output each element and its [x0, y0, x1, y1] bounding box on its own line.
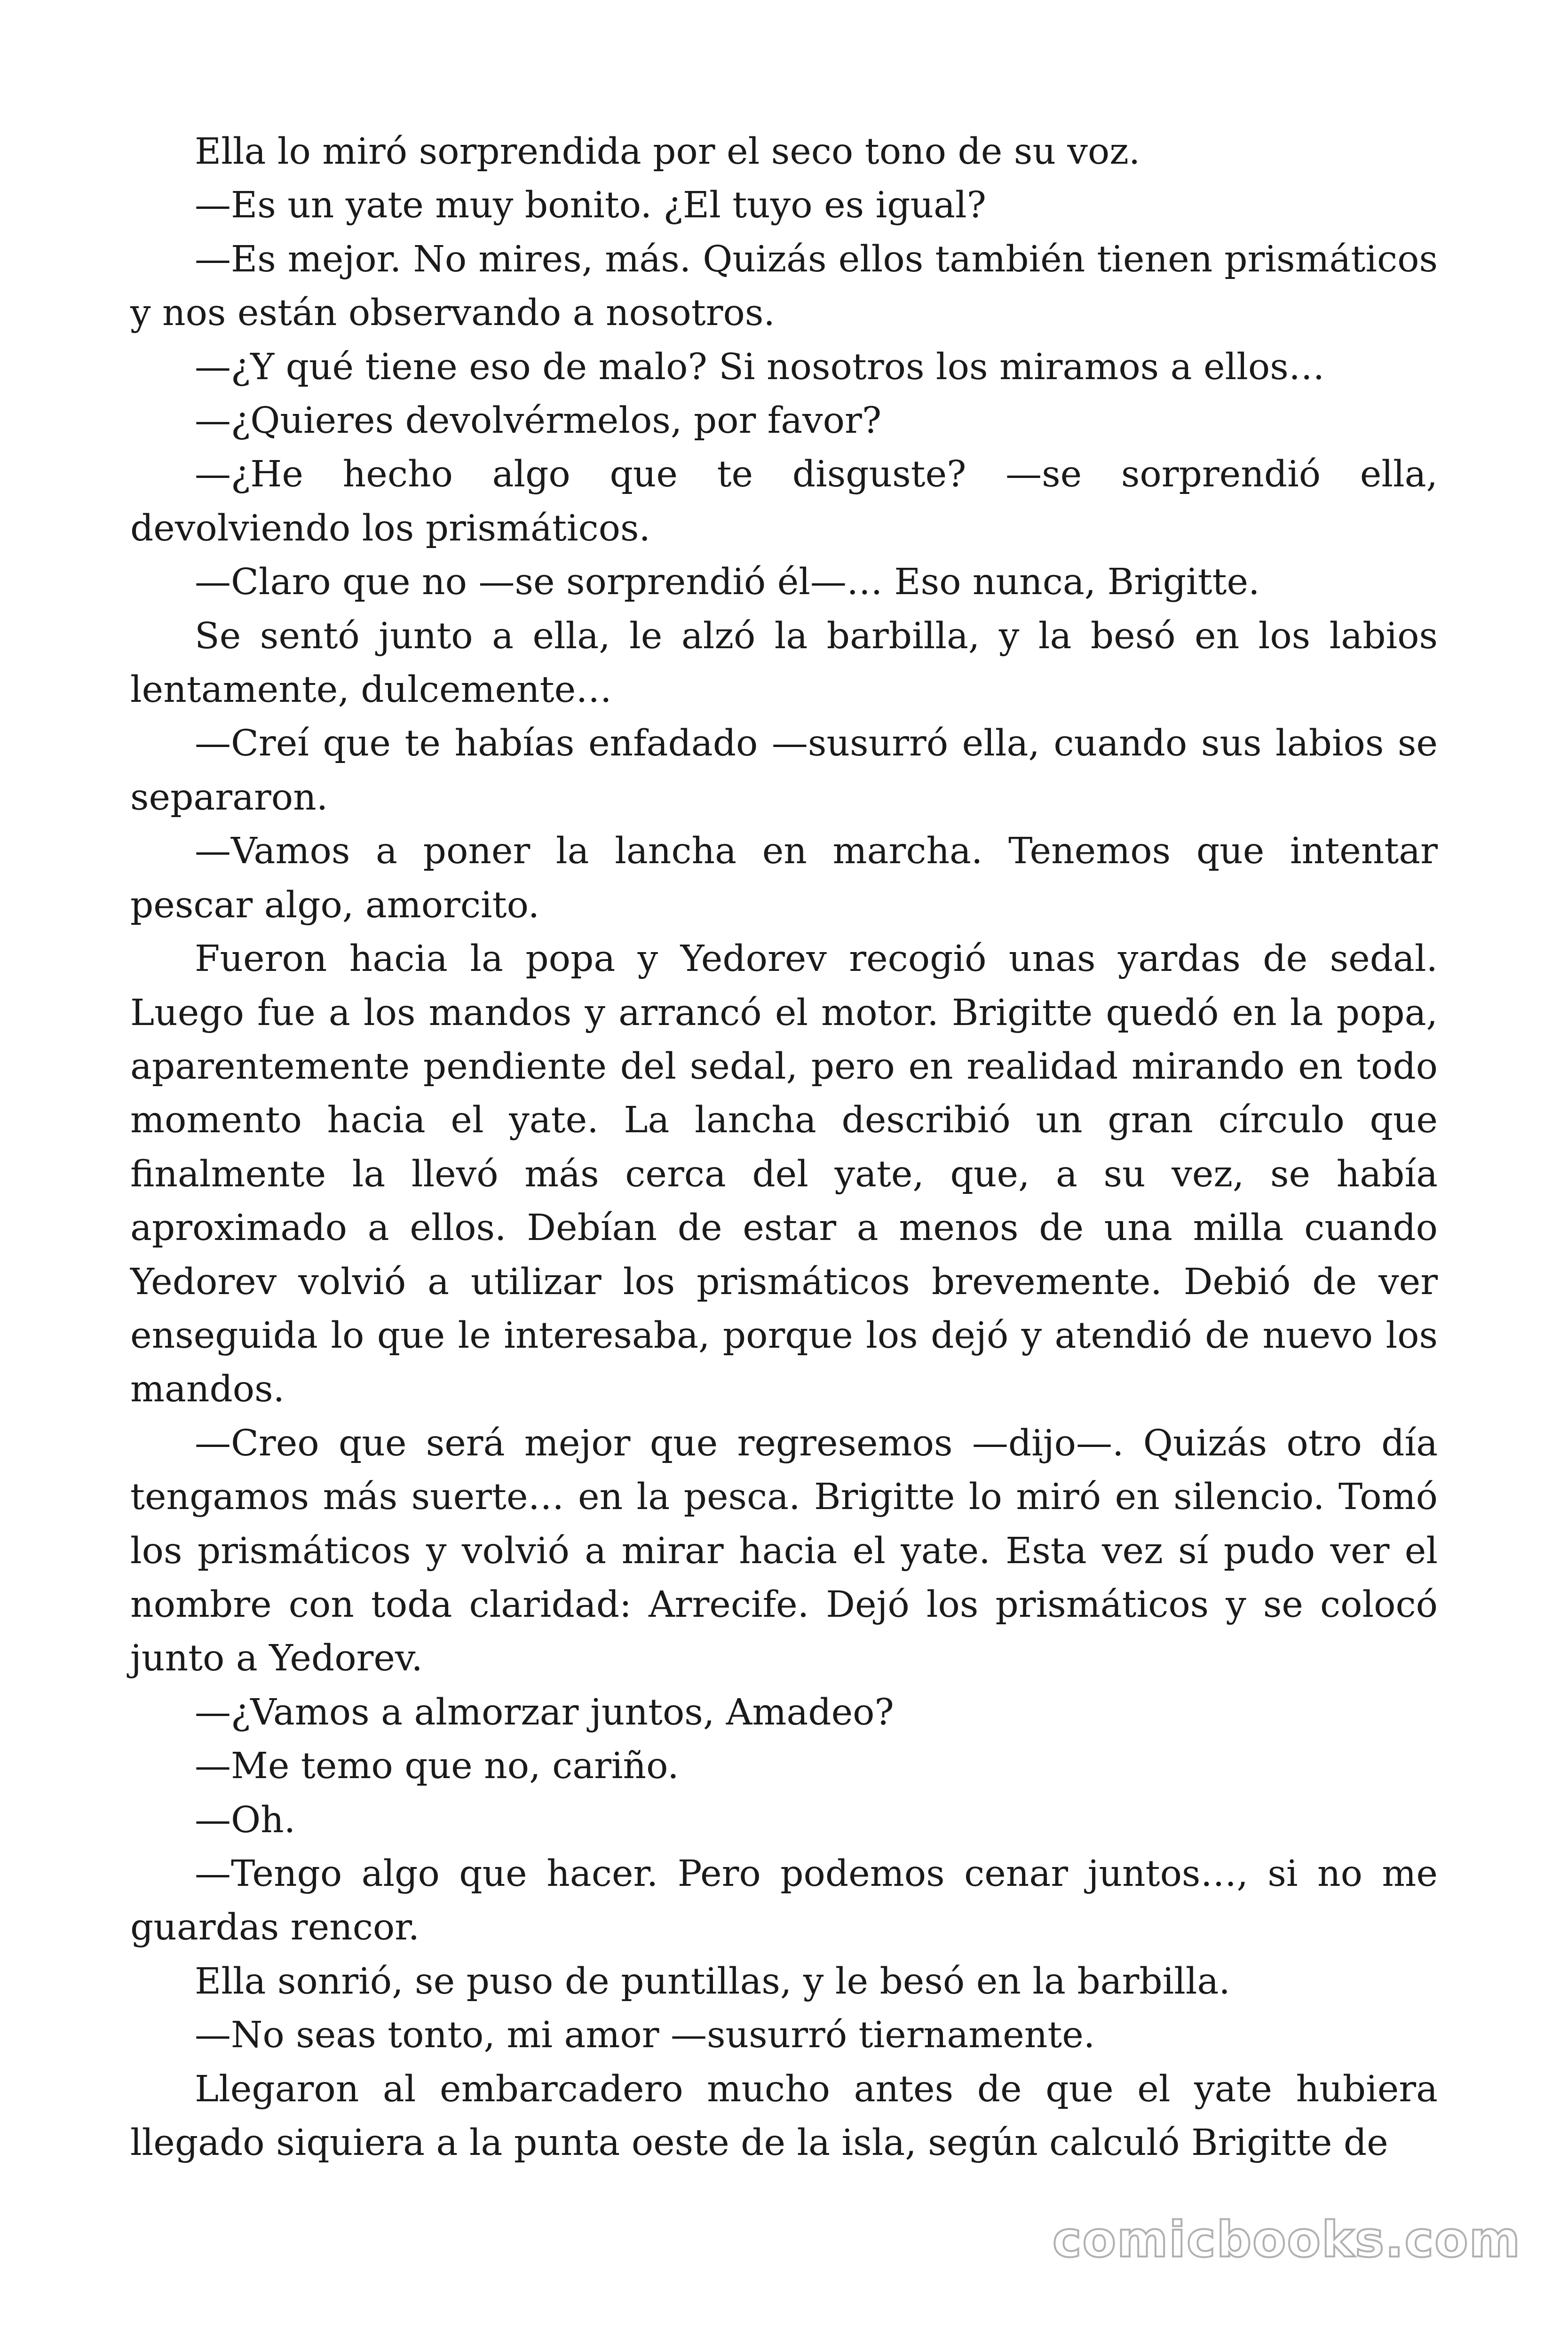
paragraph: —Creo que será mejor que regresemos —dijo—. Quizás otro día tengamos más suerte… en la pesca. Brigitte lo miró en silencio. Tomó los prismáticos y volvió a mirar hacia el yate. Esta vez sí pudo ver el nombre con toda claridad: Arrecife. Dejó los prismáticos y se colocó junto a Yedorev. — [130, 1422, 1438, 1680]
paragraph: Llegaron al embarcadero mucho antes de que el yate hubiera llegado siquiera a la punta oeste de la isla, según calculó Brigitte de — [130, 2068, 1438, 2164]
paragraph: —¿Quieres devolvérmelos, por favor? — [195, 400, 882, 442]
paragraph: Ella sonrió, se puso de puntillas, y le besó en la barbilla. — [195, 1960, 1230, 2002]
paragraph: —¿Vamos a almorzar juntos, Amadeo? — [195, 1691, 894, 1733]
paragraph: Se sentó junto a ella, le alzó la barbilla, y la besó en los labios lentamente, dulcemente… — [130, 615, 1438, 711]
paragraph: —No seas tonto, mi amor —susurró tiernamente. — [195, 2014, 1095, 2057]
watermark-logo: comicbooks.com — [1052, 2211, 1521, 2268]
paragraph: —Creí que te habías enfadado —susurró ella, cuando sus labios se separaron. — [130, 723, 1438, 818]
paragraph: —Es mejor. No mires, más. Quizás ellos también tienen prismáticos y nos están observando a nosotros. — [130, 238, 1438, 334]
paragraph: Fueron hacia la popa y Yedorev recogió unas yardas de sedal. Luego fue a los mandos y arrancó el motor. Brigitte quedó en la popa, aparentemente pendiente del sedal, pero en realidad mirando en todo momento hacia el yate. La lancha describió un gran círculo que finalmente la llevó más cerca del yate, que, a su vez, se había aproximado a ellos. Debían de estar a menos de una milla cuando Yedorev volvió a utilizar los prismáticos brevemente. Debió de ver enseguida lo que le interesaba, porque los dejó y atendió de nuevo los mandos. — [130, 938, 1438, 1411]
paragraph: Ella lo miró sorprendida por el seco tono de su voz. — [195, 131, 1140, 173]
body-text — [130, 125, 1438, 2170]
paragraph: —Claro que no —se sorprendió él—… Eso nunca, Brigitte. — [195, 561, 1260, 604]
paragraph: —Vamos a poner la lancha en marcha. Tenemos que intentar pescar algo, amorcito. — [130, 830, 1438, 926]
paragraph: —¿Y qué tiene eso de malo? Si nosotros los miramos a ellos… — [195, 346, 1325, 388]
paragraph: —Me temo que no, cariño. — [195, 1745, 679, 1788]
paragraph: —¿He hecho algo que te disguste? —se sorprendió ella, devolviendo los prismáticos. — [130, 453, 1438, 549]
paragraph: —Es un yate muy bonito. ¿El tuyo es igual? — [195, 184, 986, 227]
paragraph: —Oh. — [195, 1799, 296, 1841]
paragraph: —Tengo algo que hacer. Pero podemos cenar juntos…, si no me guardas rencor. — [130, 1853, 1438, 1949]
